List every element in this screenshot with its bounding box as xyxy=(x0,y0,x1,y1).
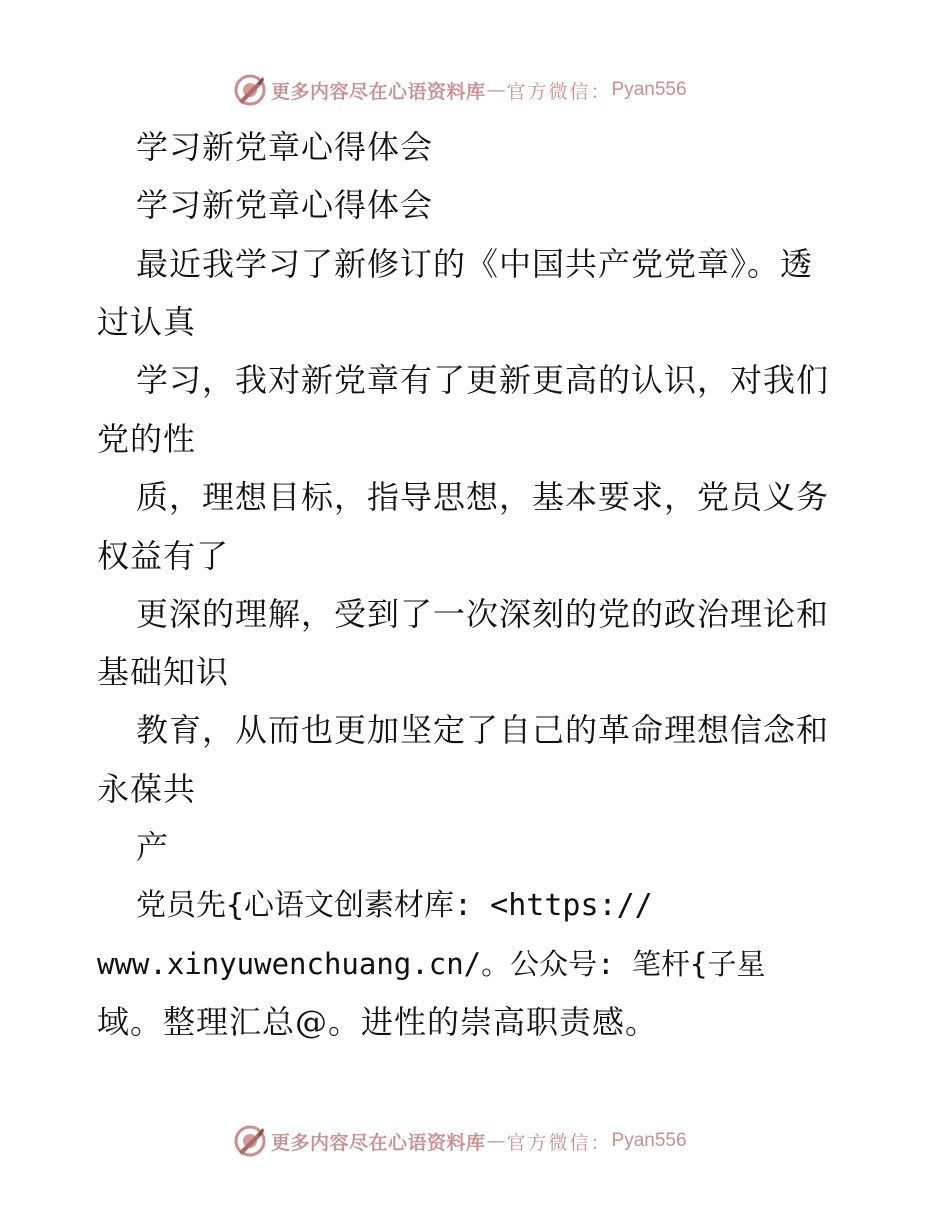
doc-line: 更深的理解，受到了一次深刻的党的政治理论和 xyxy=(136,595,830,633)
banner-official-label: 官方微信： xyxy=(506,80,612,103)
header-banner xyxy=(233,73,687,107)
banner-official-label: 官方微信： xyxy=(506,1131,612,1154)
banner-brand-text: 更多内容尽在心语资料库 xyxy=(271,1131,486,1154)
doc-line: 产 xyxy=(136,828,170,866)
doc-line: 党员先{心语文创素材库: <https:// xyxy=(136,888,653,923)
doc-line: 基础知识 xyxy=(97,653,230,691)
footer-banner xyxy=(233,1124,687,1158)
doc-title-1: 学习新党章心得体会 xyxy=(136,128,434,166)
doc-line: 党的性 xyxy=(97,420,197,458)
banner-wechat-id: Pyan556 xyxy=(611,1130,687,1151)
brand-logo-icon xyxy=(233,73,267,107)
doc-line: 永葆共 xyxy=(97,770,197,808)
banner-separator: — xyxy=(486,79,506,101)
doc-line: 教育，从而也更加坚定了自己的革命理想信念和 xyxy=(136,711,830,749)
doc-line: 学习，我对新党章有了更新更高的认识，对我们 xyxy=(136,361,830,399)
doc-line: 过认真 xyxy=(97,303,197,341)
brand-logo-icon xyxy=(233,1124,267,1158)
banner-brand-text: 更多内容尽在心语资料库 xyxy=(271,80,486,103)
banner-separator: — xyxy=(486,1130,506,1152)
doc-line: www.xinyuwenchuang.cn/。公众号: 笔杆{子星 xyxy=(97,947,766,981)
doc-line: 权益有了 xyxy=(97,537,230,575)
doc-line: 质，理想目标，指导思想，基本要求，党员义务 xyxy=(136,478,830,516)
banner-wechat-id: Pyan556 xyxy=(611,79,687,100)
doc-line: 最近我学习了新修订的《中国共产党党章》。透 xyxy=(136,245,814,283)
doc-line: 域。整理汇总@。进性的崇高职责感。 xyxy=(97,1003,659,1041)
doc-title-2: 学习新党章心得体会 xyxy=(136,186,434,224)
